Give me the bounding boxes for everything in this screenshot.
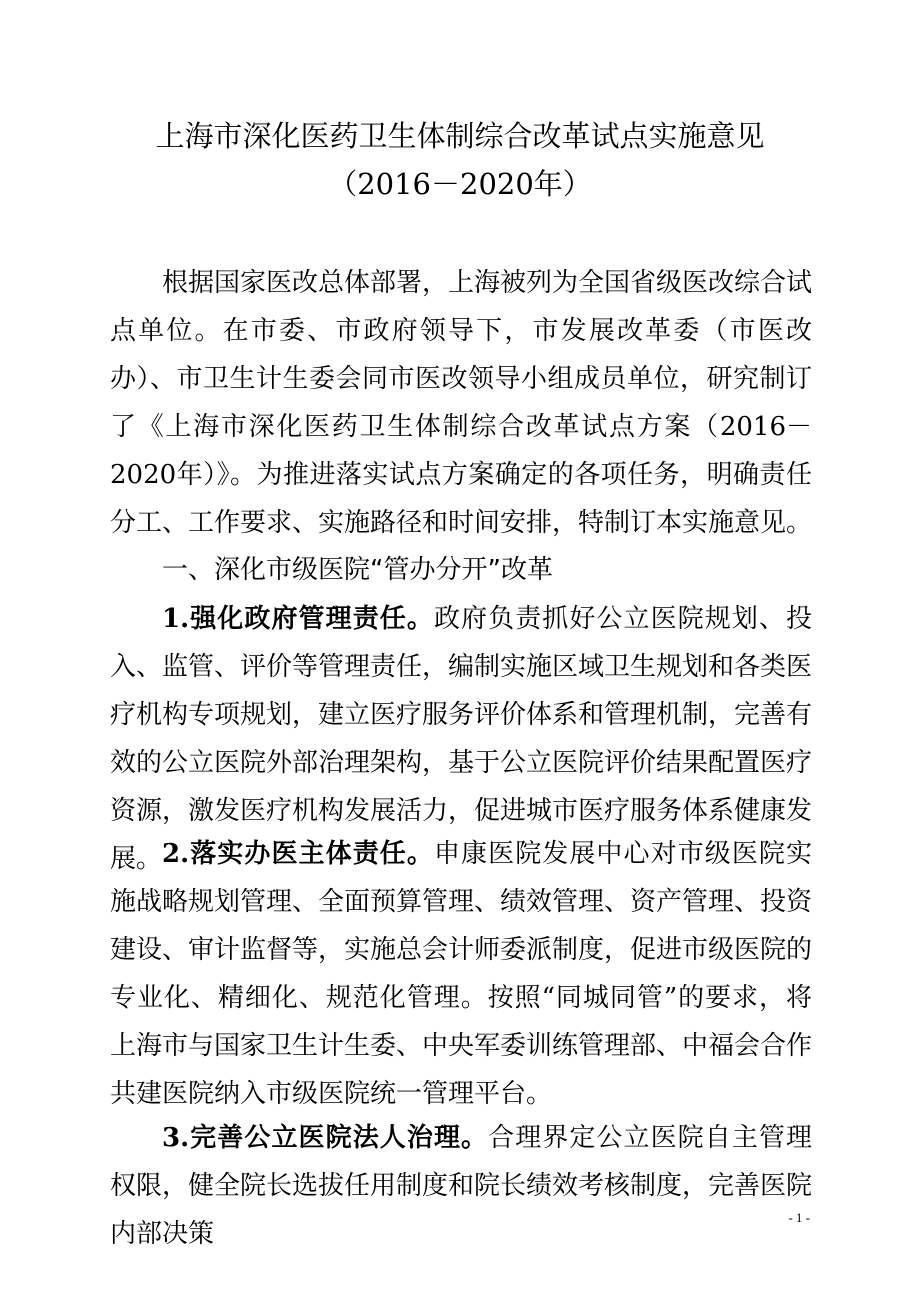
intro-text: 根据国家医改总体部署，上海被列为全国省级医改综合试点单位。在市委、市政府领导下，市发展改革委（市医改办）、市卫生计生委会同市医改领导小组成员单位，研究制订了《上海市深化医药卫生体制综合改革试点方案（2016－2020年）》。为推进落实试点方案确定的各项任务，明确责任分工、工作要求、实施路径和时间安排，特制订本实施意见。 <box>110 268 813 539</box>
document-title: 上海市深化医药卫生体制综合改革试点实施意见 <box>155 119 765 153</box>
item-lead-2: 2.落实办医主体责任。 <box>162 839 434 869</box>
item-text-3: 合理界定公立医院自主管理权限，健全院长选拔任用制度和院长绩效考核制度，完善医院内部决策 <box>110 1123 813 1250</box>
section-heading-1: 一、深化市级医院“管办分开”改革 <box>162 555 553 585</box>
item-text-2: 申康医院发展中心对市级医院实施战略规划管理、全面预算管理、绩效管理、资产管理、投资建设、审计监督等，实施总会计师委派制度，促进市级医院的专业化、精细化、规范化管理。按照“同城同管”的要求，将上海市与国家卫生计生委、中央军委训练管理部、中福会合作共建医院纳入市级医院统一管理平台。 <box>110 839 813 1110</box>
page-number: - 1 - <box>788 1210 810 1225</box>
item-text-1: 政府负责抓好公立医院规划、投入、监管、评价等管理责任，编制实施区域卫生规划和各类医疗机构专项规划，建立医疗服务评价体系和管理机制，完善有效的公立医院外部治理架构，基于公立医院评价结果配置医疗资源，激发医疗机构发展活力，促进城市医疗服务体系健康发展。 <box>110 604 813 875</box>
item-lead-1: 1.强化政府管理责任。 <box>162 604 434 634</box>
intro-paragraph <box>110 259 812 548</box>
item-paragraph-2 <box>110 830 812 1119</box>
item-lead-3: 3.完善公立医院法人治理。 <box>162 1123 489 1153</box>
document-subtitle-years: （2016－2020年） <box>328 167 592 201</box>
item-paragraph-3 <box>110 1114 812 1258</box>
